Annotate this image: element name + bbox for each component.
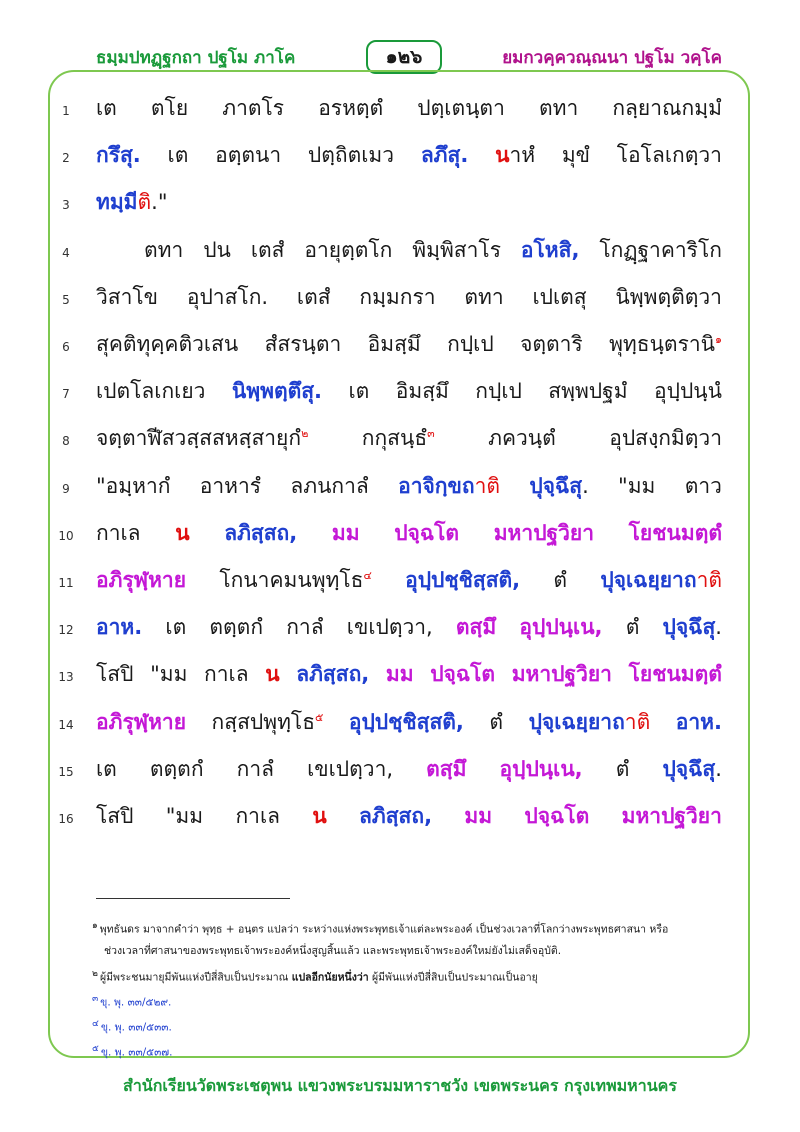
text-line xyxy=(96,706,722,746)
word: อิมสฺมึ xyxy=(367,332,421,356)
text-line xyxy=(96,517,722,557)
word: อายุตฺตโก xyxy=(304,237,393,262)
word: อุปาสโก. xyxy=(186,284,269,309)
text-line xyxy=(96,470,722,510)
word: กสฺสปพุทฺโธ$^๕$ xyxy=(211,709,324,734)
word: ปตฺถิตเมว xyxy=(307,143,395,168)
word: เขเปตฺวา, xyxy=(346,615,433,640)
word: ตสฺมึ xyxy=(455,615,497,640)
word: ตโย xyxy=(150,96,189,120)
word: ปุจฺเฉยฺยาถาติ xyxy=(600,568,722,592)
text-line xyxy=(96,564,722,604)
word: น xyxy=(312,804,327,828)
word: ปจฺฉโต xyxy=(430,662,496,687)
word: จตฺตาฬีสวสฺสสหสฺสายุกํ$^๒$ xyxy=(96,426,309,451)
word: อโหสิ, xyxy=(520,237,580,262)
word: "มม xyxy=(165,804,204,828)
word: ปจฺฉโต xyxy=(524,804,590,828)
text-line xyxy=(96,281,722,321)
word: วิสาโข xyxy=(96,284,159,309)
word: โยชนมตฺตํ xyxy=(628,662,722,687)
word: กมฺมกรา xyxy=(359,284,436,309)
word: อภิรุฬฺหาย xyxy=(96,568,187,592)
word: มุขํ xyxy=(561,143,591,168)
header-chapter-title: ยมกวคฺควณฺณนา ปฐโม วคฺโค xyxy=(502,48,722,68)
word: ตํ xyxy=(615,756,630,781)
word: ทมฺมีติ." xyxy=(96,190,168,215)
word: ปุจฺฉึสุ. xyxy=(662,615,722,640)
word: อาจิกฺขถาติ xyxy=(398,473,501,498)
word: มม xyxy=(464,804,493,828)
word: อุปฺปชฺชิสฺสติ, xyxy=(348,709,464,734)
word: กรึสุ. xyxy=(96,143,141,168)
text-line xyxy=(96,753,722,793)
footnote-marker: ๔ xyxy=(363,569,372,582)
footnote-divider xyxy=(96,898,290,899)
word: น xyxy=(265,662,280,687)
line-number: 13 xyxy=(58,670,74,685)
word: ปุจฺฉึสุ. xyxy=(529,473,589,498)
word: เต xyxy=(348,379,370,404)
word: ตํ xyxy=(553,568,568,592)
word: "อมฺหากํ xyxy=(96,473,171,498)
word: เตสํ xyxy=(296,284,331,309)
word: เต xyxy=(96,96,117,120)
page-number: ๑๒๖ xyxy=(366,40,442,74)
word: ภควนฺตํ xyxy=(488,426,556,451)
word: สํสรนฺตา xyxy=(264,332,342,356)
text-line xyxy=(96,234,722,274)
word: กาเล xyxy=(235,804,281,828)
word: ภาตโร xyxy=(222,96,285,120)
line-number: 14 xyxy=(58,717,74,732)
footnote-item: ๑ พุทธันดร มาจากคำว่า พุทฺธ + อนฺตร แปลว่า ระหว่างแห่งพระพุทธเจ้าแต่ละพระองค์ เป็นช่วงเวลาที่โลกว่างพระพุทธศาสนา หรือ xyxy=(92,921,669,936)
word: โสปิ xyxy=(96,804,134,828)
word: "มม xyxy=(618,473,656,498)
line-number: 15 xyxy=(58,764,74,779)
footnote-item: ช่วงเวลาที่ศาสนาของพระพุทธเจ้าพระองค์หนึ่งสูญสิ้นแล้ว และพระพุทธเจ้าพระองค์ใหม่ยังไม่เสด็จอุบัติ. xyxy=(104,945,562,957)
word: กาลํ xyxy=(236,756,275,781)
line-number: 5 xyxy=(62,292,70,307)
text-line xyxy=(96,658,722,698)
word: อาหารํ xyxy=(199,473,262,498)
word: เต xyxy=(96,756,117,781)
word: มหาปฐวิยา xyxy=(511,662,612,687)
word: โอโลเกตฺวา xyxy=(616,143,722,168)
line-number: 11 xyxy=(58,576,74,590)
footnote-marker: ๕ xyxy=(315,710,324,724)
word: อตฺตนา xyxy=(215,143,282,168)
word: พุทฺธนฺตรานิ$^๑$ xyxy=(609,332,722,356)
word: ปจฺฉโต xyxy=(394,520,460,545)
word: มม xyxy=(385,662,414,687)
page-footer: สำนักเรียนวัดพระเชตุพน แขวงพระบรมมหาราชวัง เขตพระนคร กรุงเทพมหานคร xyxy=(123,1076,677,1095)
word: กกุสนฺธํ$^๓$ xyxy=(361,426,435,451)
word: มหาปฐวิยา xyxy=(493,520,595,545)
word: ตํ xyxy=(625,615,640,640)
word: ลภิสฺสถ, xyxy=(296,662,370,687)
word: อิมสฺมึ xyxy=(395,379,449,404)
word: ลภึสุ. xyxy=(420,143,469,168)
word: อาห. xyxy=(675,709,722,734)
text-line xyxy=(96,186,722,226)
word: ตตฺตกํ xyxy=(149,756,204,781)
line-number: 16 xyxy=(58,812,74,826)
word: จตฺตาริ xyxy=(520,332,583,356)
word: "มม xyxy=(150,662,188,687)
word: โยชนมตฺตํ xyxy=(628,520,722,545)
word: เปตโลเกเยว xyxy=(96,379,206,404)
word: มหาปฐวิยา xyxy=(621,804,722,828)
word: นิพฺพตฺตึสุ. xyxy=(231,379,323,404)
word: สพฺพปฐมํ xyxy=(548,379,628,404)
word: ตตฺตกํ xyxy=(209,615,264,640)
line-number: 10 xyxy=(58,528,74,543)
word: กปฺเป xyxy=(475,379,522,404)
text-line xyxy=(96,92,722,132)
word: อาห. xyxy=(96,615,143,640)
text-line xyxy=(96,422,722,462)
line-number: 2 xyxy=(62,151,70,166)
line-number: 9 xyxy=(62,481,70,496)
word: อุปสงฺกมิตฺวา xyxy=(609,426,722,451)
line-number: 1 xyxy=(62,104,70,118)
footnote-item: ๕ ขุ. พุ. ๓๓/๕๓๗. xyxy=(92,1044,173,1059)
word: โสปิ xyxy=(96,662,134,687)
word: นาหํ xyxy=(495,143,536,168)
word: ตํ xyxy=(489,709,504,734)
word: อุปฺปนฺเน, xyxy=(519,615,603,640)
word: ตทา xyxy=(538,96,579,120)
text-line xyxy=(96,611,722,651)
line-number: 8 xyxy=(62,434,70,449)
footnote-item: ๓ ขุ. พุ. ๓๓/๕๒๙. xyxy=(92,994,172,1009)
word: เต xyxy=(167,143,189,168)
word: มม xyxy=(331,520,360,545)
word: กาเล xyxy=(204,662,249,687)
word: เตสํ xyxy=(250,237,285,262)
footnote-marker: ๓ xyxy=(427,427,435,441)
text-line xyxy=(96,139,722,179)
line-number: 6 xyxy=(62,340,70,354)
word: ลภนกาลํ xyxy=(290,473,369,498)
word: พิมฺพิสาโร xyxy=(412,237,501,262)
word: ปุจฺเฉยฺยาถาติ xyxy=(528,709,651,734)
word: ปตฺเตนฺตา xyxy=(417,96,505,120)
text-line xyxy=(96,328,722,368)
header-book-title: ธมฺมปทฏฺฐกถา ปฐโม ภาโค xyxy=(96,48,296,68)
word: กาเล xyxy=(96,520,141,545)
word: อุปฺปชฺชิสฺสติ, xyxy=(405,568,521,592)
word: ลภิสฺสถ, xyxy=(224,520,298,545)
word: เปเตสุ xyxy=(532,284,587,309)
word: น xyxy=(175,520,190,545)
word: กาลํ xyxy=(286,615,324,640)
word: เต xyxy=(165,615,187,640)
word: อุปฺปนฺเน, xyxy=(499,756,583,781)
word: กปฺเป xyxy=(447,332,494,356)
word: อภิรุฬฺหาย xyxy=(96,709,187,734)
word: โกฏฺฐาคาริโก xyxy=(599,237,722,262)
text-line xyxy=(96,800,722,840)
word: ปุจฺฉึสุ. xyxy=(662,756,722,781)
word: ตทา xyxy=(144,237,184,262)
word: ปน xyxy=(203,237,231,262)
text-line xyxy=(96,375,722,415)
word: ตาว xyxy=(684,473,722,498)
line-number: 3 xyxy=(62,198,70,213)
line-number: 4 xyxy=(62,245,70,260)
word: ตทา xyxy=(464,284,504,309)
footnote-marker: ๒ xyxy=(301,427,309,441)
footnote-item: ๔ ขุ. พุ. ๓๓/๕๓๓. xyxy=(92,1019,172,1034)
word: นิพฺพตฺติตฺวา xyxy=(615,284,722,309)
word: อุปฺปนฺนํ xyxy=(654,379,722,404)
word: อรหตฺตํ xyxy=(318,96,384,120)
word: กลฺยาณกมฺมํ xyxy=(612,96,722,120)
word: ลภิสฺสถ, xyxy=(359,804,433,828)
footnote-marker: ๑ xyxy=(715,333,722,346)
line-number: 7 xyxy=(62,387,70,402)
word: สุคติทุคฺคติวเสน xyxy=(96,332,239,356)
footnote-item: ๒ ผู้มีพระชนมายุมีพันแห่งปีสี่สิบเป็นประมาณ แปลอีกนัยหนึ่งว่า ผู้มีพันแห่งปีสี่สิบเป็นประมาณเป็นอายุ xyxy=(92,969,538,984)
word: โกนาคมนพุทฺโธ$^๔$ xyxy=(219,568,372,592)
word: ตสฺมึ xyxy=(426,756,467,781)
word: เขเปตฺวา, xyxy=(307,756,394,781)
line-number: 12 xyxy=(58,623,74,638)
